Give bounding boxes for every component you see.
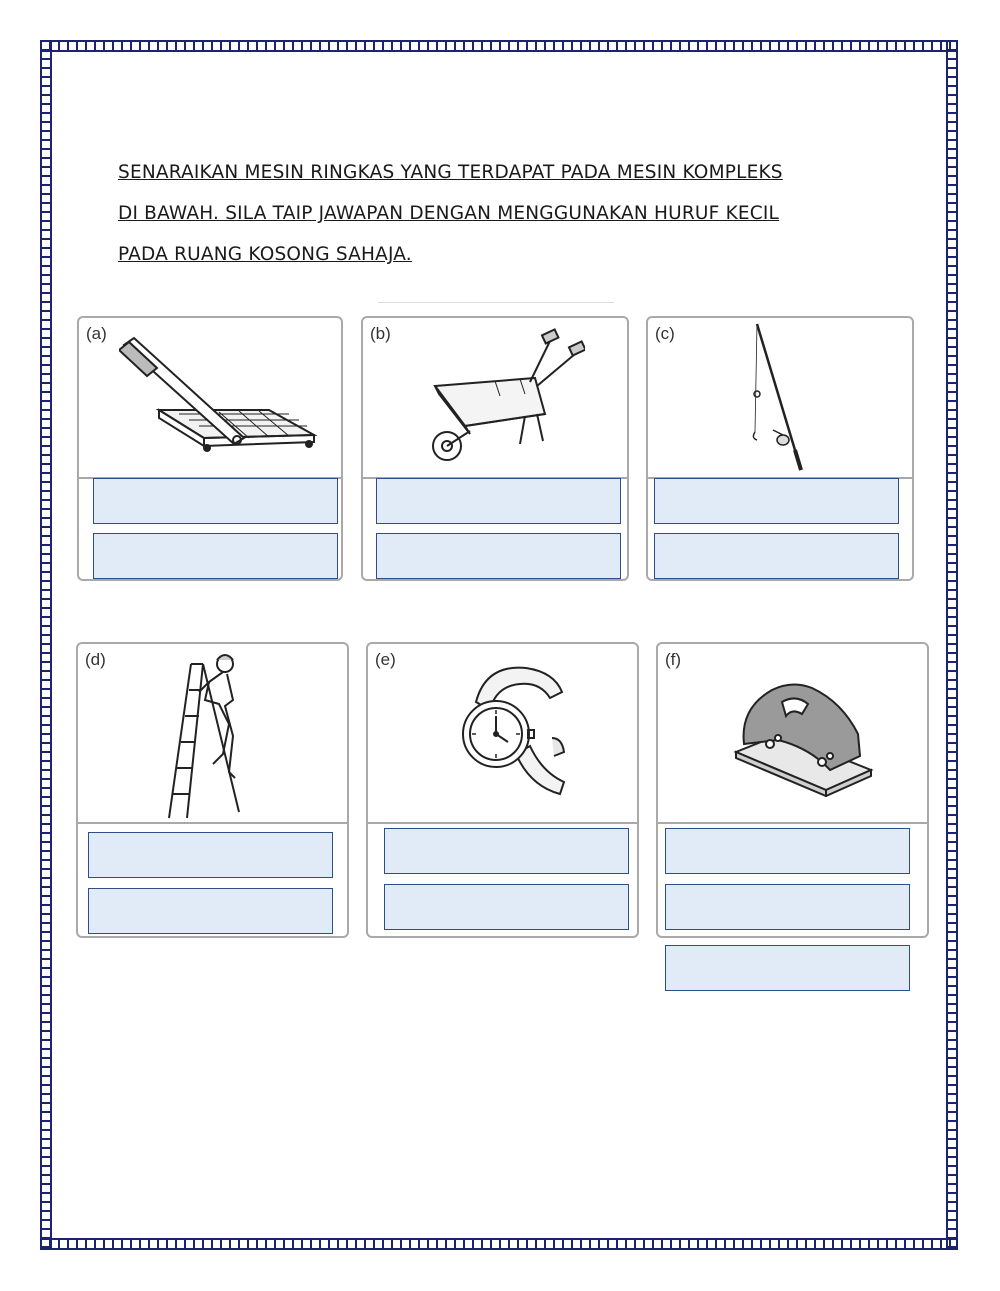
card-e	[366, 642, 639, 938]
fishing-rod-icon	[743, 322, 813, 472]
card-b	[361, 316, 629, 581]
hole-punch-icon	[726, 672, 876, 797]
card-e-label: (e)	[375, 650, 396, 669]
card-f-label: (f)	[665, 650, 682, 669]
instructions-line-1: SENARAIKAN MESIN RINGKAS YANG TERDAPAT PADA MESIN KOMPLEKS	[118, 162, 783, 183]
card-c-label: (c)	[655, 324, 675, 343]
answer-c-2[interactable]	[654, 533, 899, 579]
card-d-label: (d)	[85, 650, 106, 669]
paper-cutter-icon	[119, 330, 319, 460]
card-d-picture	[78, 644, 347, 824]
card-a-label: (a)	[86, 324, 107, 343]
answer-d-2[interactable]	[88, 888, 333, 934]
instructions	[118, 152, 898, 275]
card-f	[656, 642, 929, 938]
ladder-icon	[163, 650, 263, 820]
answer-b-1[interactable]	[376, 478, 621, 524]
page-border-left	[40, 40, 52, 1250]
card-a-picture	[79, 318, 341, 479]
wheelbarrow-icon	[425, 326, 585, 471]
wrist-watch-icon	[456, 662, 566, 802]
card-b-picture	[363, 318, 627, 479]
answer-b-2[interactable]	[376, 533, 621, 579]
page-border-top	[40, 40, 958, 52]
answer-d-1[interactable]	[88, 832, 333, 878]
instructions-line-2: DI BAWAH. SILA TAIP JAWAPAN DENGAN MENGGUNAKAN HURUF KECIL	[118, 203, 780, 224]
answer-a-1[interactable]	[93, 478, 338, 524]
card-c	[646, 316, 914, 581]
card-c-picture	[648, 318, 912, 479]
answer-a-2[interactable]	[93, 533, 338, 579]
divider	[378, 302, 614, 303]
card-e-picture	[368, 644, 637, 824]
card-b-label: (b)	[370, 324, 391, 343]
instructions-line-3: PADA RUANG KOSONG SAHAJA.	[118, 244, 412, 265]
answer-e-2[interactable]	[384, 884, 629, 930]
answer-f-2[interactable]	[665, 884, 910, 930]
answer-e-1[interactable]	[384, 828, 629, 874]
page-border-right	[946, 40, 958, 1250]
answer-f-1[interactable]	[665, 828, 910, 874]
answer-c-1[interactable]	[654, 478, 899, 524]
answer-f-3[interactable]	[665, 945, 910, 991]
card-a	[77, 316, 343, 581]
page-border-bottom	[40, 1238, 958, 1250]
card-d	[76, 642, 349, 938]
card-f-picture	[658, 644, 927, 824]
